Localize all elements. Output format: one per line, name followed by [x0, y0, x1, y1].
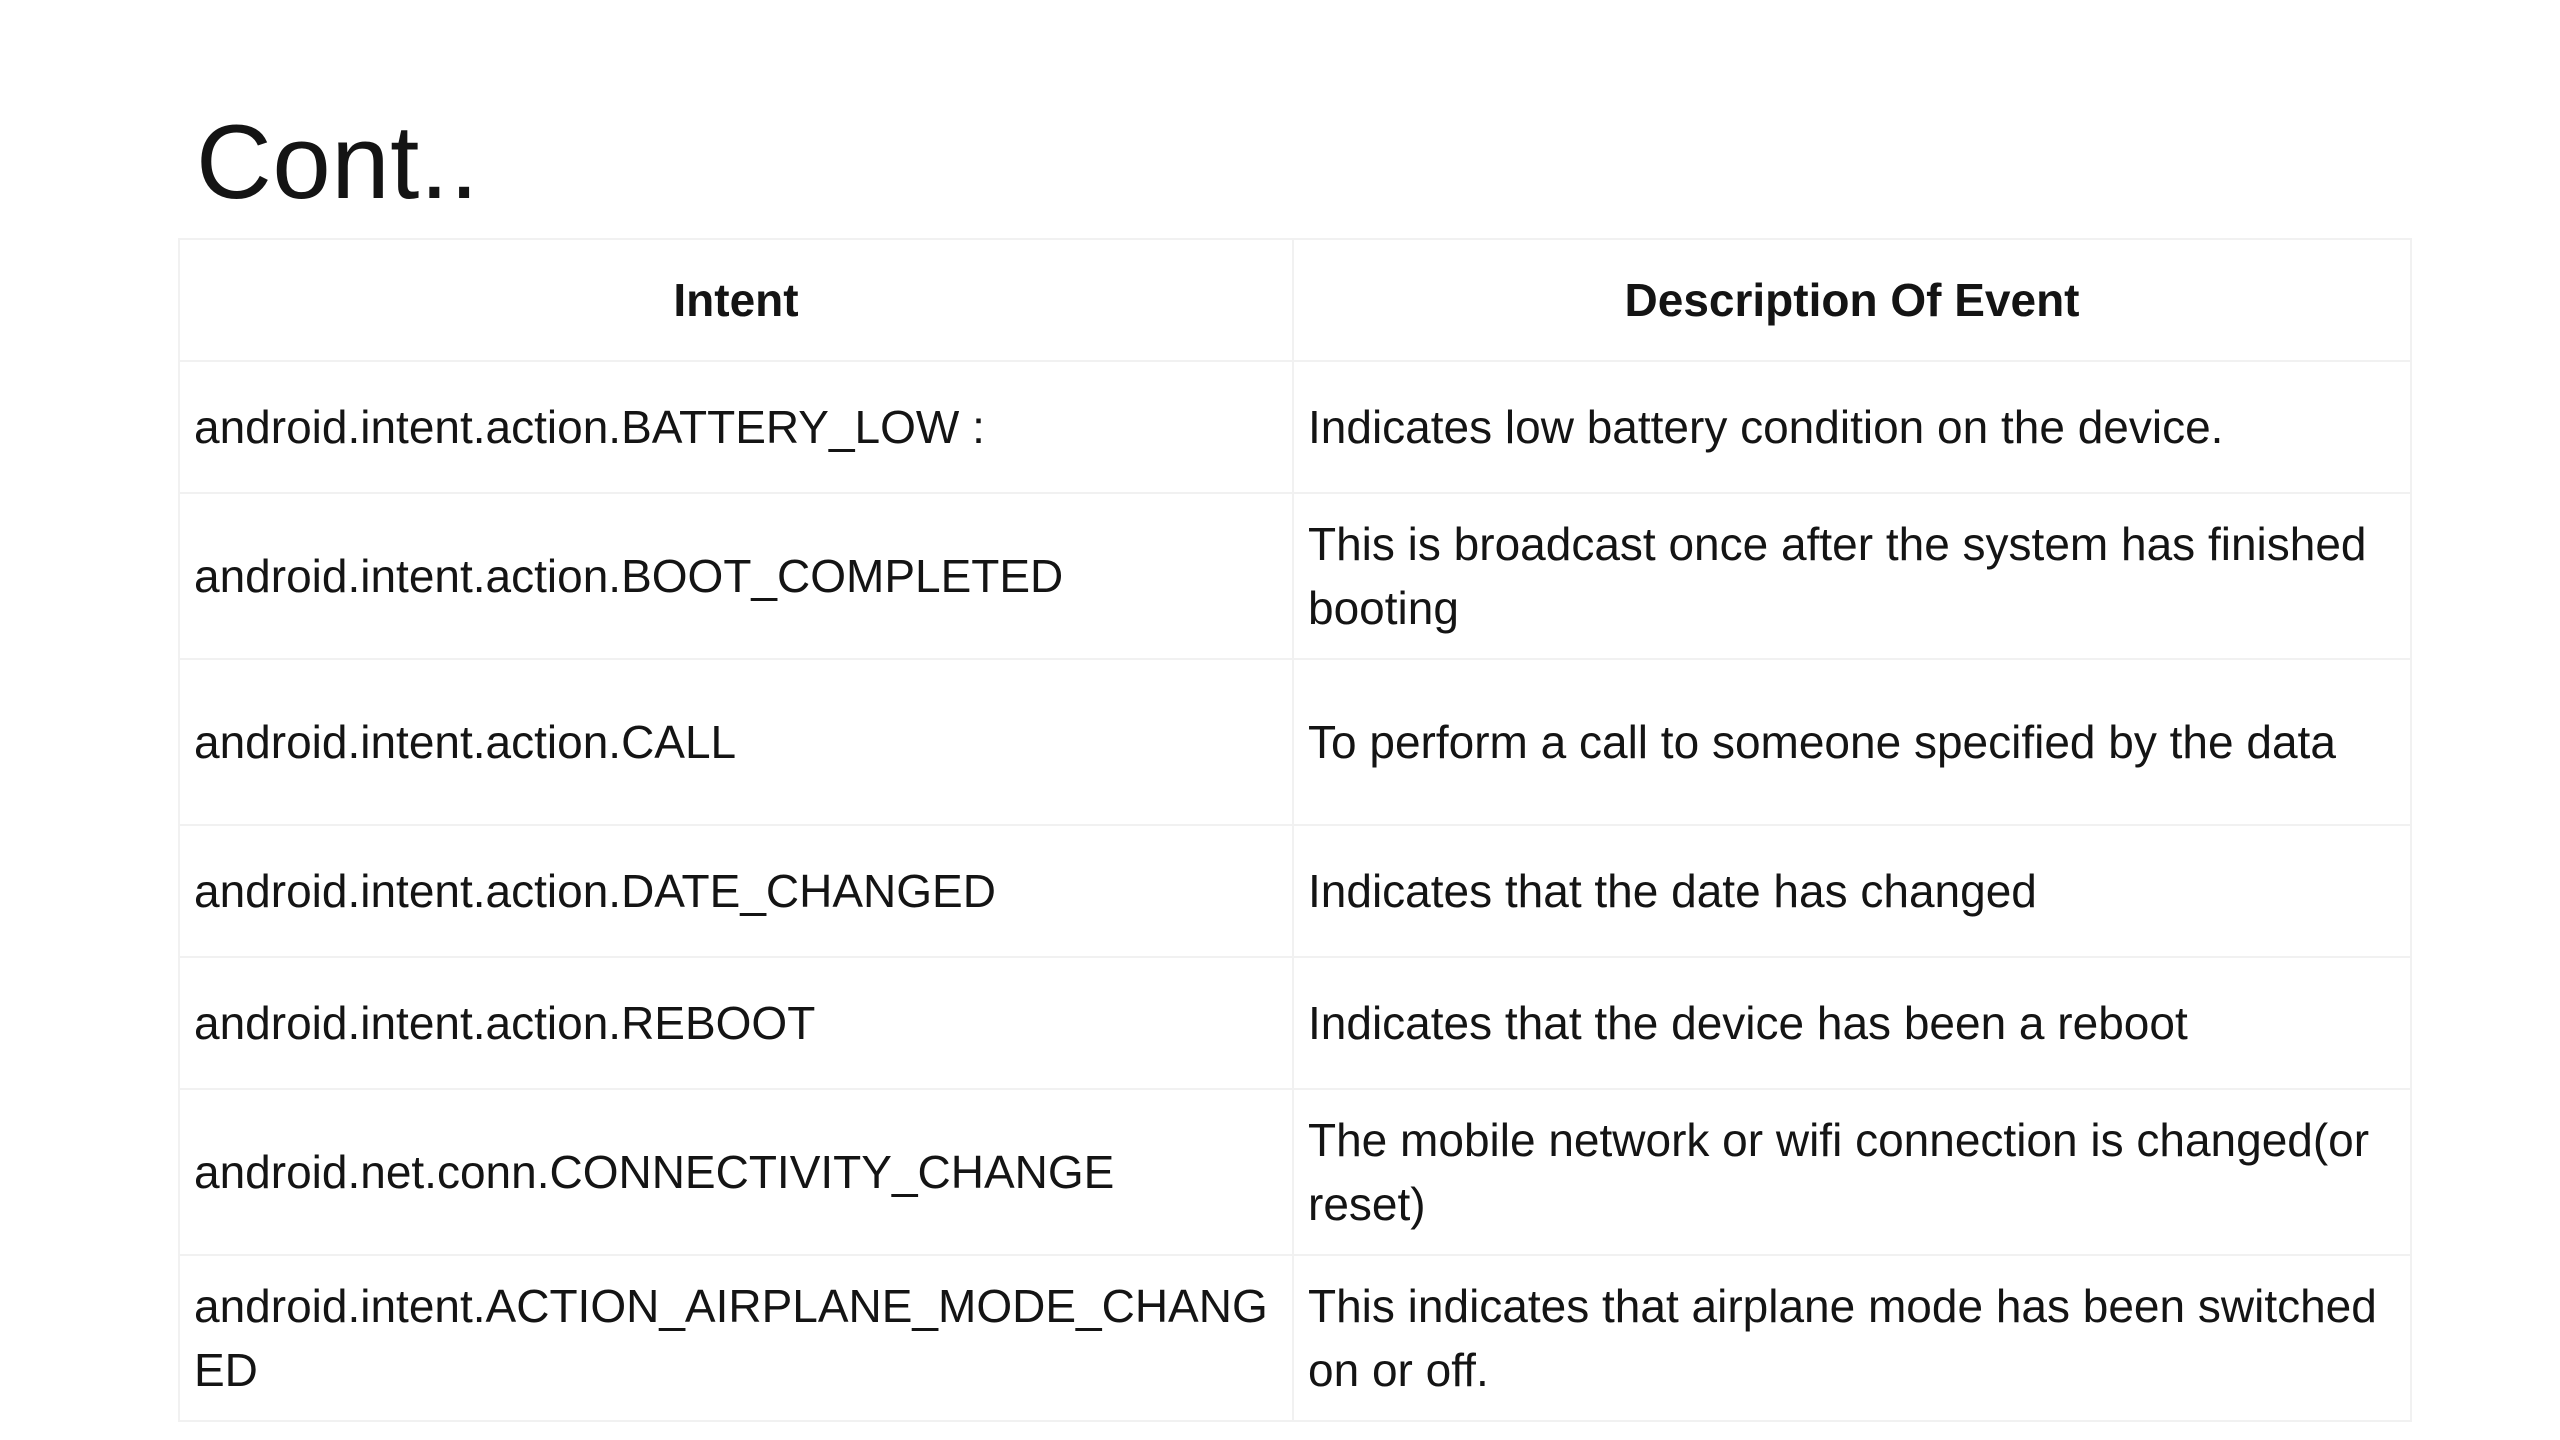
intent-table [178, 238, 2412, 1422]
description-column-header: Description Of Event [1293, 239, 2411, 361]
intent-cell: android.intent.action.CALL [179, 659, 1293, 825]
table-row [179, 1089, 2411, 1255]
intent-cell: android.intent.action.BATTERY_LOW : [179, 361, 1293, 493]
intent-column-header: Intent [179, 239, 1293, 361]
description-cell: This indicates that airplane mode has been switched on or off. [1293, 1255, 2411, 1421]
intent-cell: android.intent.ACTION_AIRPLANE_MODE_CHANGED [179, 1255, 1293, 1421]
description-cell: Indicates that the date has changed [1293, 825, 2411, 957]
table-header-row [179, 239, 2411, 361]
slide-title: Cont.. [196, 104, 480, 221]
intent-cell: android.net.conn.CONNECTIVITY_CHANGE [179, 1089, 1293, 1255]
table-row [179, 957, 2411, 1089]
table-row [179, 825, 2411, 957]
description-cell: Indicates that the device has been a reboot [1293, 957, 2411, 1089]
table-row [179, 1255, 2411, 1421]
description-cell: To perform a call to someone specified by the data [1293, 659, 2411, 825]
description-cell: The mobile network or wifi connection is changed(or reset) [1293, 1089, 2411, 1255]
description-cell: This is broadcast once after the system has finished booting [1293, 493, 2411, 659]
intent-cell: android.intent.action.DATE_CHANGED [179, 825, 1293, 957]
intent-cell: android.intent.action.BOOT_COMPLETED [179, 493, 1293, 659]
table-row [179, 659, 2411, 825]
table-row [179, 493, 2411, 659]
intent-cell: android.intent.action.REBOOT [179, 957, 1293, 1089]
description-cell: Indicates low battery condition on the device. [1293, 361, 2411, 493]
table-row [179, 361, 2411, 493]
